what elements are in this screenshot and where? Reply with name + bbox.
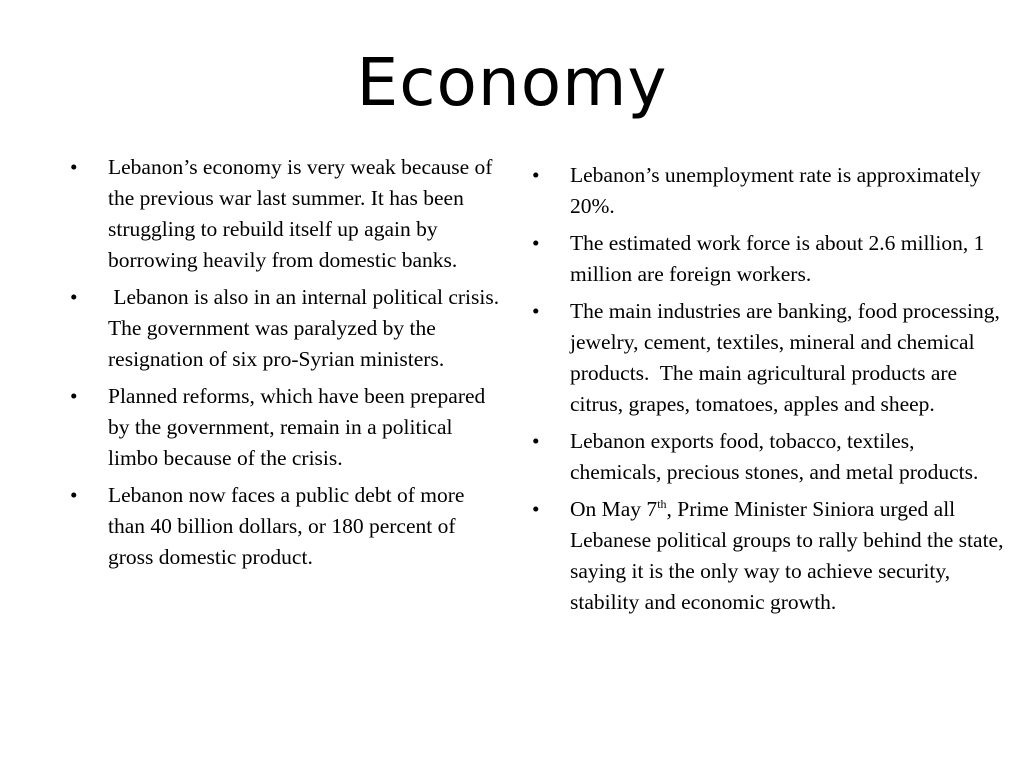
list-item-text: Planned reforms, which have been prepared by the government, remain in a political limbo because of the crisis. <box>108 384 486 470</box>
list-item-text: Lebanon now faces a public debt of more than 40 billion dollars, or 180 percent of gross domestic product. <box>108 483 465 569</box>
list-item <box>522 160 1010 222</box>
list-item <box>522 228 1010 290</box>
list-item-text: Lebanon exports food, tobacco, textiles, chemicals, precious stones, and metal products. <box>570 429 979 484</box>
bullet-icon: • <box>532 163 540 187</box>
slide-title: Economy <box>356 44 668 121</box>
list-item <box>60 381 500 474</box>
list-item-text: Lebanon’s economy is very weak because of the previous war last summer. It has been struggling to rebuild itself up again by borrowing heavily from domestic banks. <box>108 155 493 272</box>
list-item-text: The estimated work force is about 2.6 million, 1 million are foreign workers. <box>570 231 985 286</box>
list-item <box>522 296 1010 420</box>
bullet-icon: • <box>532 299 540 323</box>
list-item <box>60 152 500 276</box>
bullet-icon: • <box>70 483 78 507</box>
list-item-text-start: On May 7 <box>570 497 658 521</box>
list-item-text-end: , Prime Minister Siniora urged all Lebanese political groups to rally behind the state, saying it is the only way to achieve security, stability and economic growth. <box>570 497 1004 614</box>
bullet-icon: • <box>532 231 540 255</box>
list-item-text: Lebanon’s unemployment rate is approximately 20%. <box>570 163 981 218</box>
list-item-text: Lebanon is also in an internal political crisis. The government was paralyzed by the resignation of six pro-Syrian ministers. <box>108 285 510 371</box>
bullet-icon: • <box>70 384 78 408</box>
bullet-icon: • <box>70 155 78 179</box>
list-item <box>522 426 1010 488</box>
left-bullet-list <box>60 152 510 579</box>
right-bullet-list <box>522 160 1010 624</box>
list-item-text <box>570 497 1003 614</box>
list-item <box>522 494 1010 618</box>
list-item-text: The main industries are banking, food processing, jewelry, cement, textiles, mineral and chemical products. The main agricultural products are citrus, grapes, tomatoes, apples and sheep. <box>570 299 1006 416</box>
bullet-icon: • <box>532 429 540 453</box>
list-item <box>60 480 500 573</box>
bullet-icon: • <box>70 285 78 309</box>
ordinal-suffix: th <box>657 496 667 511</box>
list-item <box>60 282 510 375</box>
bullet-icon: • <box>532 497 540 521</box>
